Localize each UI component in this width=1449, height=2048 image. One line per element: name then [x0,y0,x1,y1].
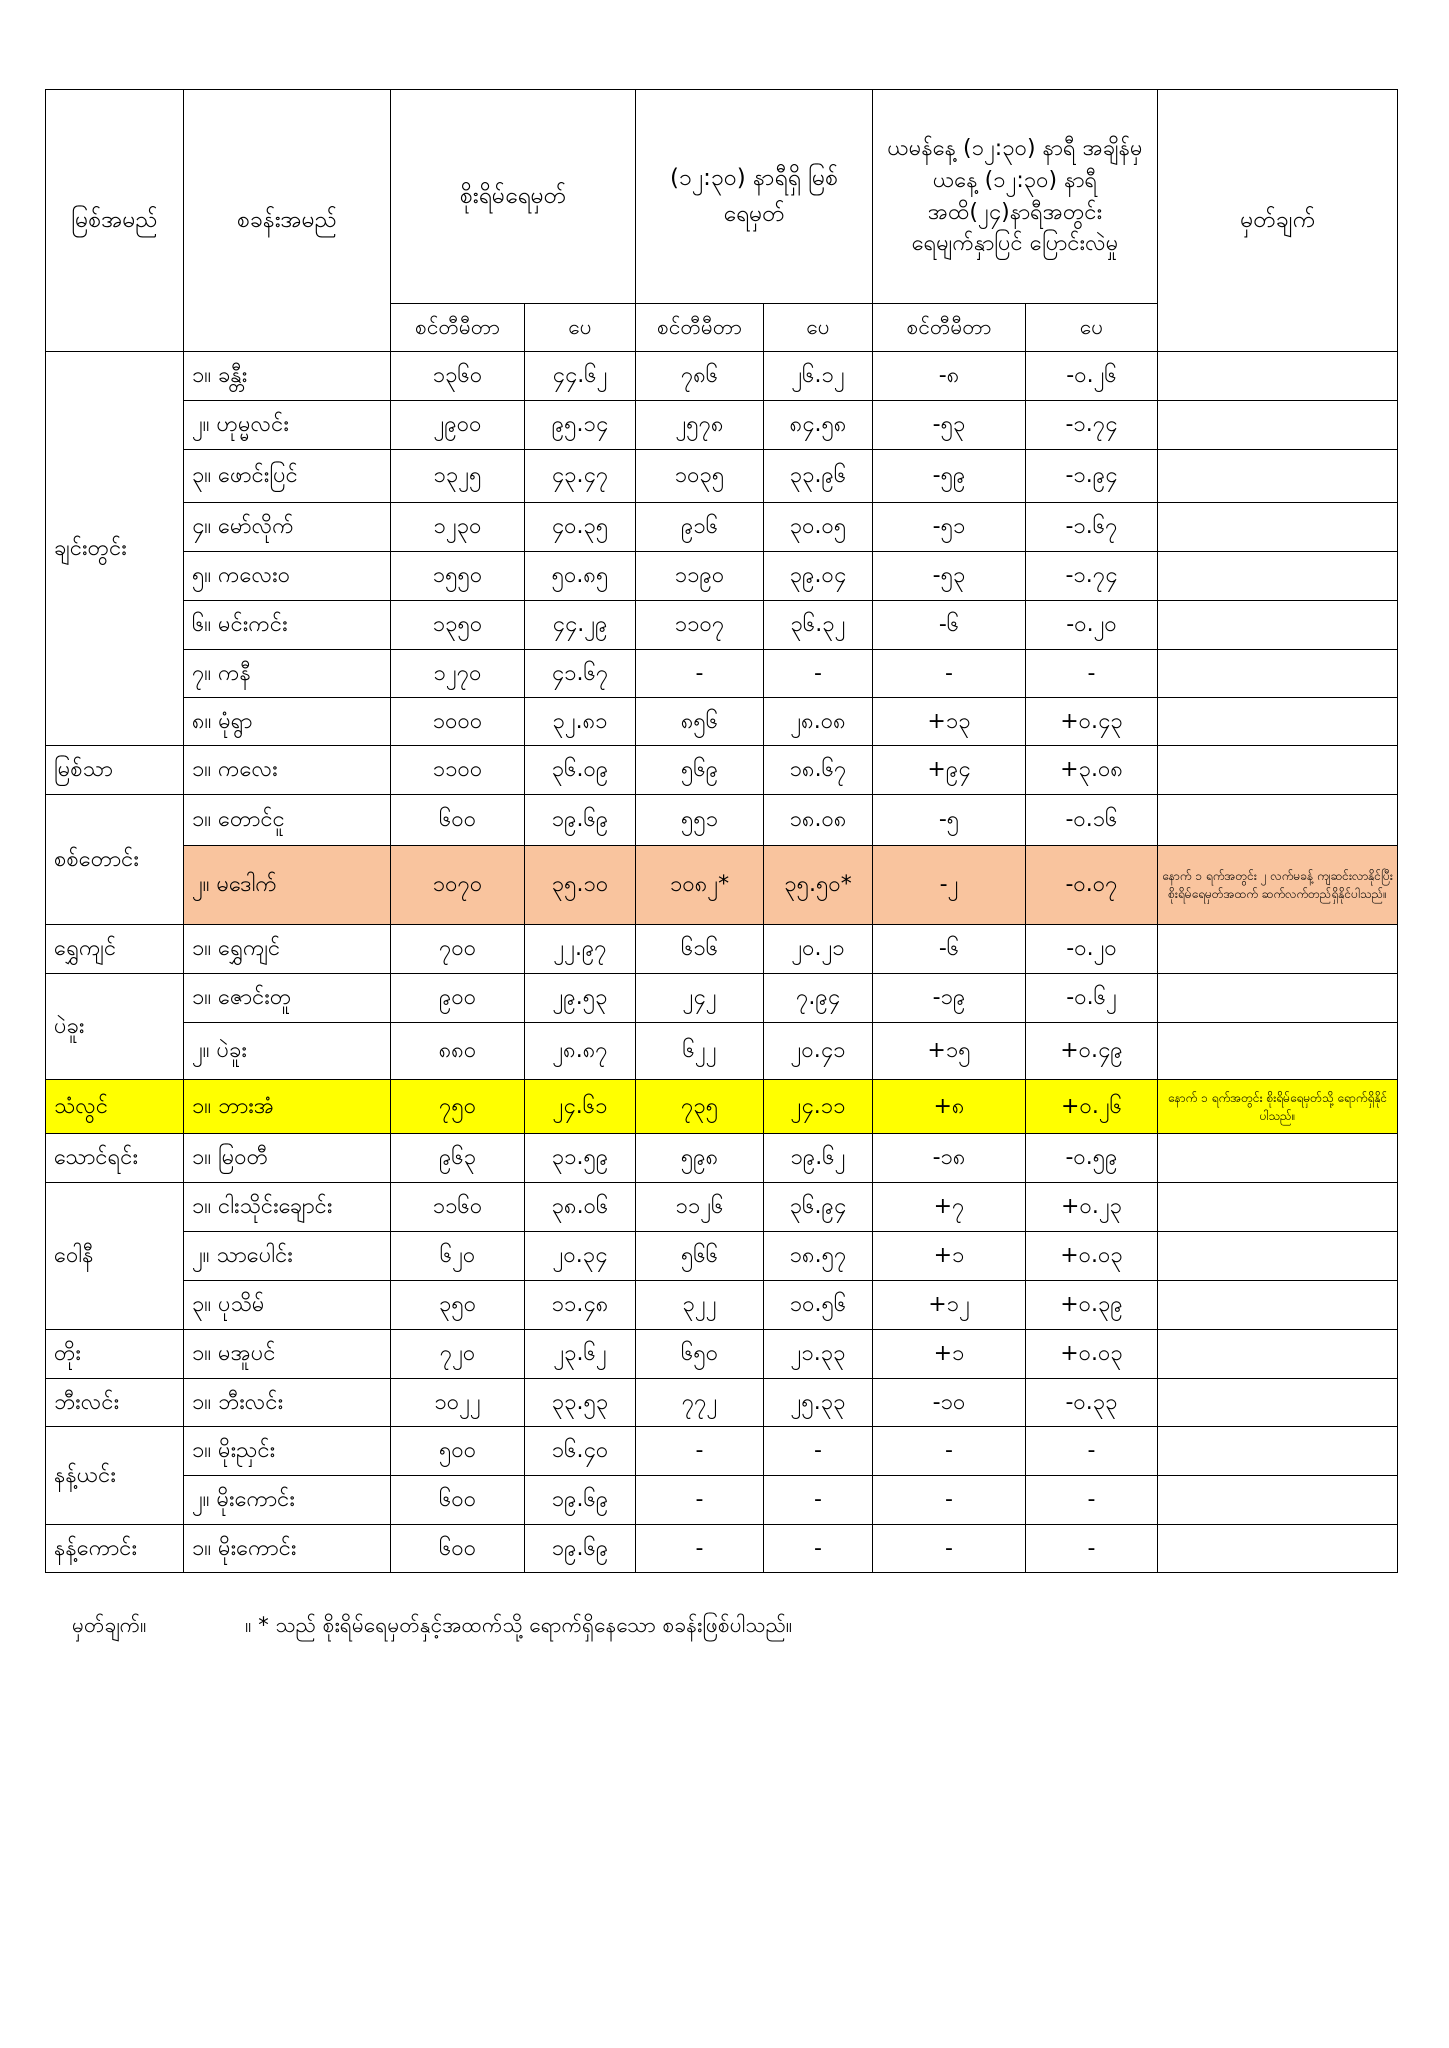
table-row [46,1476,1398,1525]
current-cm-cell: ၅၅၁ [636,795,764,846]
station-cell: ၂။ မိုးကောင်း [184,1476,391,1525]
header-station: စခန်းအမည် [184,90,391,352]
change-ft-cell: +၀.၂၃ [1026,1183,1158,1232]
station-cell: ၁။ မအူပင် [184,1330,391,1379]
table-row [46,1330,1398,1379]
change-cm-cell: - [873,1525,1026,1573]
current-ft-cell: ၁၀.၅၆ [764,1281,873,1330]
change-ft-cell: -၀.၀၇ [1026,846,1158,925]
current-cm-cell: ၅၉၈ [636,1134,764,1183]
change-ft-cell: +၃.၀၈ [1026,746,1158,795]
remark-cell [1158,650,1398,698]
table-row [46,846,1398,925]
change-cm-cell: -၁၈ [873,1134,1026,1183]
current-cm-cell: ၁၀၃၅ [636,450,764,503]
change-ft-cell: -၀.၅၉ [1026,1134,1158,1183]
change-cm-cell: -၆ [873,925,1026,974]
danger-ft-cell: ၁၉.၆၉ [525,795,636,846]
subheader-danger-ft: ပေ [525,304,636,352]
current-ft-cell: - [764,1427,873,1476]
remark-cell [1158,925,1398,974]
change-ft-cell: -၀.၂၀ [1026,601,1158,650]
subheader-change-ft: ပေ [1026,304,1158,352]
danger-ft-cell: ၁၉.၆၉ [525,1476,636,1525]
station-cell: ၁။ ရွှေကျင် [184,925,391,974]
river-cell: စစ်တောင်း [46,795,184,925]
danger-cm-cell: ၁၂၇၀ [391,650,525,698]
current-ft-cell: ၁၈.၆၇ [764,746,873,795]
danger-cm-cell: ၅၀၀ [391,1427,525,1476]
remark-cell [1158,1183,1398,1232]
station-cell: ၂။ ပဲခူး [184,1023,391,1080]
station-cell: ၂။ ဟုမ္မလင်း [184,401,391,450]
current-ft-cell: ၈၄.၅၈ [764,401,873,450]
change-cm-cell: +၁၂ [873,1281,1026,1330]
table-row [46,1281,1398,1330]
current-ft-cell: ၁၈.၅၇ [764,1232,873,1281]
footnote [72,1612,792,1643]
current-cm-cell: ၂၅၇၈ [636,401,764,450]
change-cm-cell: - [873,1427,1026,1476]
change-ft-cell: -၁.၇၄ [1026,552,1158,601]
change-cm-cell: +၁ [873,1330,1026,1379]
current-cm-cell: - [636,650,764,698]
remark-cell: နောက် ၁ ရက်အတွင်း စိုးရိမ်ရေမှတ်သို့ ရောက်ရှိနိုင်ပါသည်။ [1158,1080,1398,1134]
current-ft-cell: ၃၆.၉၄ [764,1183,873,1232]
remark-cell [1158,503,1398,552]
danger-ft-cell: ၄၄.၂၉ [525,601,636,650]
table-row [46,746,1398,795]
remark-cell [1158,352,1398,401]
header-remark: မှတ်ချက် [1158,90,1398,352]
danger-ft-cell: ၃၂.၈၁ [525,698,636,746]
remark-cell [1158,552,1398,601]
river-cell: နန့်ယင်း [46,1427,184,1525]
station-cell: ၈။ မုံရွာ [184,698,391,746]
remark-cell [1158,1476,1398,1525]
danger-ft-cell: ၂၃.၆၂ [525,1330,636,1379]
danger-cm-cell: ၁၅၅၀ [391,552,525,601]
danger-ft-cell: ၄၄.၆၂ [525,352,636,401]
current-ft-cell: ၃၅.၅၀* [764,846,873,925]
table-row [46,601,1398,650]
danger-cm-cell: ၇၀၀ [391,925,525,974]
current-cm-cell: ၁၁၉၀ [636,552,764,601]
station-cell: ၂။ မဒေါက် [184,846,391,925]
subheader-current-ft: ပေ [764,304,873,352]
station-cell: ၁။ ဇောင်းတူ [184,974,391,1023]
change-cm-cell: - [873,1476,1026,1525]
table-row [46,795,1398,846]
footnote-text: ။ * သည် စိုးရိမ်ရေမှတ်နှင့်အထက်သို့ ရောက်ရှိနေသော စခန်းဖြစ်ပါသည်။ [245,1613,793,1637]
change-ft-cell: -၁.၇၄ [1026,401,1158,450]
current-cm-cell: ၃၂၂ [636,1281,764,1330]
footnote-label: မှတ်ချက်။ [72,1613,147,1637]
table-row [46,503,1398,552]
current-cm-cell: - [636,1525,764,1573]
change-cm-cell: -၅ [873,795,1026,846]
current-cm-cell: - [636,1476,764,1525]
remark-cell [1158,1427,1398,1476]
remark-cell [1158,401,1398,450]
danger-ft-cell: ၃၅.၁၀ [525,846,636,925]
danger-cm-cell: ၇၅၀ [391,1080,525,1134]
header-change: ယမန်နေ့ (၁၂:၃၀) နာရီ အချိန်မှ ယနေ့ (၁၂:၃၀) နာရီအထိ(၂၄)နာရီအတွင်း ရေမျက်နှာပြင် ပြောင်းလဲမှု [873,90,1158,304]
change-ft-cell: +၀.၃၉ [1026,1281,1158,1330]
remark-cell [1158,1232,1398,1281]
current-ft-cell: ၃၃.၉၆ [764,450,873,503]
change-cm-cell: -၅၉ [873,450,1026,503]
remark-cell [1158,1330,1398,1379]
station-cell: ၁။ ကလေး [184,746,391,795]
station-cell: ၇။ ကနီ [184,650,391,698]
danger-cm-cell: ၁၀၀၀ [391,698,525,746]
current-cm-cell: ၆၂၂ [636,1023,764,1080]
current-ft-cell: ၇.၉၄ [764,974,873,1023]
current-ft-cell: ၂၈.၀၈ [764,698,873,746]
danger-cm-cell: ၆၂၀ [391,1232,525,1281]
change-ft-cell: -၀.၂၀ [1026,925,1158,974]
station-cell: ၁။ မိုးကောင်း [184,1525,391,1573]
station-cell: ၄။ မော်လိုက် [184,503,391,552]
danger-ft-cell: ၄၁.၆၇ [525,650,636,698]
danger-ft-cell: ၁၉.၆၉ [525,1525,636,1573]
danger-ft-cell: ၃၈.၀၆ [525,1183,636,1232]
current-ft-cell: ၁၈.၀၈ [764,795,873,846]
table-row [46,698,1398,746]
danger-cm-cell: ၆၀၀ [391,1525,525,1573]
table-row [46,352,1398,401]
danger-ft-cell: ၃၃.၅၃ [525,1379,636,1427]
current-cm-cell: ၇၇၂ [636,1379,764,1427]
river-cell: ဝေါနီ [46,1183,184,1330]
station-cell: ၅။ ကလေးဝ [184,552,391,601]
danger-ft-cell: ၁၁.၄၈ [525,1281,636,1330]
river-cell: သံလွင် [46,1080,184,1134]
current-ft-cell: - [764,1476,873,1525]
current-cm-cell: ၉၁၆ [636,503,764,552]
danger-cm-cell: ၁၀၂၂ [391,1379,525,1427]
remark-cell [1158,746,1398,795]
change-ft-cell: +၀.၀၃ [1026,1232,1158,1281]
remark-cell [1158,1023,1398,1080]
danger-ft-cell: ၄၃.၄၇ [525,450,636,503]
change-ft-cell: - [1026,1476,1158,1525]
danger-cm-cell: ၆၀၀ [391,1476,525,1525]
current-ft-cell: ၃၉.၀၄ [764,552,873,601]
danger-ft-cell: ၂၀.၃၄ [525,1232,636,1281]
table-body [46,352,1398,1573]
remark-cell [1158,795,1398,846]
change-ft-cell: -၀.၃၃ [1026,1379,1158,1427]
danger-cm-cell: ၁၀၇၀ [391,846,525,925]
current-cm-cell: ၂၄၂ [636,974,764,1023]
danger-cm-cell: ၇၂၀ [391,1330,525,1379]
danger-ft-cell: ၁၆.၄၀ [525,1427,636,1476]
table-row [46,1427,1398,1476]
header-current-level: (၁၂:၃၀) နာရီရှိ မြစ်ရေမှတ် [636,90,873,304]
change-ft-cell: -၁.၆၇ [1026,503,1158,552]
station-cell: ၁။ ခန္တီး [184,352,391,401]
table-row [46,1232,1398,1281]
remark-cell [1158,450,1398,503]
station-cell: ၃။ ဖောင်းပြင် [184,450,391,503]
change-ft-cell: -၁.၉၄ [1026,450,1158,503]
station-cell: ၆။ မင်းကင်း [184,601,391,650]
table-row [46,450,1398,503]
change-cm-cell: -၅၁ [873,503,1026,552]
remark-cell [1158,974,1398,1023]
change-cm-cell: -၁၉ [873,974,1026,1023]
station-cell: ၁။ မိုးညှင်း [184,1427,391,1476]
subheader-change-cm: စင်တီမီတာ [873,304,1026,352]
header-river: မြစ်အမည် [46,90,184,352]
change-ft-cell: +၀.၄၃ [1026,698,1158,746]
current-ft-cell: ၂၆.၁၂ [764,352,873,401]
danger-ft-cell: ၅၀.၈၅ [525,552,636,601]
current-cm-cell: ၇၃၅ [636,1080,764,1134]
change-cm-cell: -၁၀ [873,1379,1026,1427]
change-cm-cell: -၅၃ [873,552,1026,601]
current-cm-cell: ၁၁၀၇ [636,601,764,650]
remark-cell [1158,1134,1398,1183]
change-ft-cell: +၀.၄၉ [1026,1023,1158,1080]
remark-cell [1158,698,1398,746]
change-cm-cell: -၆ [873,601,1026,650]
change-cm-cell: +၁၃ [873,698,1026,746]
danger-ft-cell: ၃၁.၅၉ [525,1134,636,1183]
change-cm-cell: -၈ [873,352,1026,401]
change-cm-cell: +၉၄ [873,746,1026,795]
change-cm-cell: +၈ [873,1080,1026,1134]
river-cell: ပဲခူး [46,974,184,1080]
current-cm-cell: ၇၈၆ [636,352,764,401]
table-row [46,1525,1398,1573]
change-ft-cell: -၀.၁၆ [1026,795,1158,846]
change-ft-cell: -၀.၆၂ [1026,974,1158,1023]
current-cm-cell: ၆၅၀ [636,1330,764,1379]
current-ft-cell: ၂၄.၁၁ [764,1080,873,1134]
danger-ft-cell: ၂၄.၆၁ [525,1080,636,1134]
table-row [46,1134,1398,1183]
water-level-table [45,89,1398,1573]
danger-cm-cell: ၁၁၀၀ [391,746,525,795]
header-danger-level: စိုးရိမ်ရေမှတ် [391,90,636,304]
change-cm-cell: +၁ [873,1232,1026,1281]
current-ft-cell: ၃၀.၀၅ [764,503,873,552]
danger-cm-cell: ၃၅၀ [391,1281,525,1330]
current-ft-cell: - [764,650,873,698]
current-ft-cell: ၂၀.၂၁ [764,925,873,974]
current-ft-cell: ၂၀.၄၁ [764,1023,873,1080]
river-cell: နန့်ကောင်း [46,1525,184,1573]
danger-ft-cell: ၄၀.၃၅ [525,503,636,552]
change-ft-cell: - [1026,1427,1158,1476]
danger-cm-cell: ၆၀၀ [391,795,525,846]
remark-cell [1158,1525,1398,1573]
river-cell: ဘီးလင်း [46,1379,184,1427]
danger-cm-cell: ၂၉၀၀ [391,401,525,450]
river-cell: ရွှေကျင် [46,925,184,974]
station-cell: ၂။ သာပေါင်း [184,1232,391,1281]
current-cm-cell: - [636,1427,764,1476]
table-row [46,552,1398,601]
table-row [46,1183,1398,1232]
table-row [46,650,1398,698]
current-ft-cell: ၂၅.၃၃ [764,1379,873,1427]
danger-cm-cell: ၉၆၃ [391,1134,525,1183]
current-cm-cell: ၆၁၆ [636,925,764,974]
header-row [46,90,1398,304]
table-row [46,1080,1398,1134]
table-row [46,974,1398,1023]
change-ft-cell: +၀.၀၃ [1026,1330,1158,1379]
danger-ft-cell: ၃၆.၀၉ [525,746,636,795]
change-cm-cell: - [873,650,1026,698]
subheader-danger-cm: စင်တီမီတာ [391,304,525,352]
change-cm-cell: +၇ [873,1183,1026,1232]
river-cell: တိုး [46,1330,184,1379]
river-cell: သောင်ရင်း [46,1134,184,1183]
current-ft-cell: ၁၉.၆၂ [764,1134,873,1183]
danger-ft-cell: ၂၈.၈၇ [525,1023,636,1080]
change-ft-cell: - [1026,1525,1158,1573]
danger-ft-cell: ၂၂.၉၇ [525,925,636,974]
station-cell: ၁။ ငါးသိုင်းချောင်း [184,1183,391,1232]
current-cm-cell: ၅၆၆ [636,1232,764,1281]
remark-cell: နောက် ၁ ရက်အတွင်း ၂ လက်မခန့် ကျဆင်းလာနိုင်ပြီး စိုးရိမ်ရေမှတ်အထက် ဆက်လက်တည်ရှိနိုင်ပါသည်။ [1158,846,1398,925]
station-cell: ၁။ မြဝတီ [184,1134,391,1183]
change-cm-cell: -၅၃ [873,401,1026,450]
change-ft-cell: -၀.၂၆ [1026,352,1158,401]
change-ft-cell: - [1026,650,1158,698]
danger-cm-cell: ၁၃၅၀ [391,601,525,650]
remark-cell [1158,601,1398,650]
river-cell: မြစ်သာ [46,746,184,795]
table-row [46,401,1398,450]
danger-ft-cell: ၂၉.၅၃ [525,974,636,1023]
change-ft-cell: +၀.၂၆ [1026,1080,1158,1134]
danger-cm-cell: ၈၈၀ [391,1023,525,1080]
station-cell: ၁။ ဘားအံ [184,1080,391,1134]
danger-cm-cell: ၉၀၀ [391,974,525,1023]
table-row [46,1379,1398,1427]
current-cm-cell: ၅၆၉ [636,746,764,795]
table-row [46,925,1398,974]
station-cell: ၃။ ပုသိမ် [184,1281,391,1330]
remark-cell [1158,1379,1398,1427]
current-ft-cell: - [764,1525,873,1573]
remark-cell [1158,1281,1398,1330]
danger-ft-cell: ၉၅.၁၄ [525,401,636,450]
current-cm-cell: ၁၁၂၆ [636,1183,764,1232]
current-cm-cell: ၁၀၈၂* [636,846,764,925]
change-cm-cell: -၂ [873,846,1026,925]
subheader-current-cm: စင်တီမီတာ [636,304,764,352]
danger-cm-cell: ၁၁၆၀ [391,1183,525,1232]
station-cell: ၁။ တောင်ငူ [184,795,391,846]
danger-cm-cell: ၁၃၆၀ [391,352,525,401]
danger-cm-cell: ၁၃၂၅ [391,450,525,503]
danger-cm-cell: ၁၂၃၀ [391,503,525,552]
current-ft-cell: ၃၆.၃၂ [764,601,873,650]
station-cell: ၁။ ဘီးလင်း [184,1379,391,1427]
current-cm-cell: ၈၅၆ [636,698,764,746]
current-ft-cell: ၂၁.၃၃ [764,1330,873,1379]
table-row [46,1023,1398,1080]
change-cm-cell: +၁၅ [873,1023,1026,1080]
river-cell: ချင်းတွင်း [46,352,184,746]
